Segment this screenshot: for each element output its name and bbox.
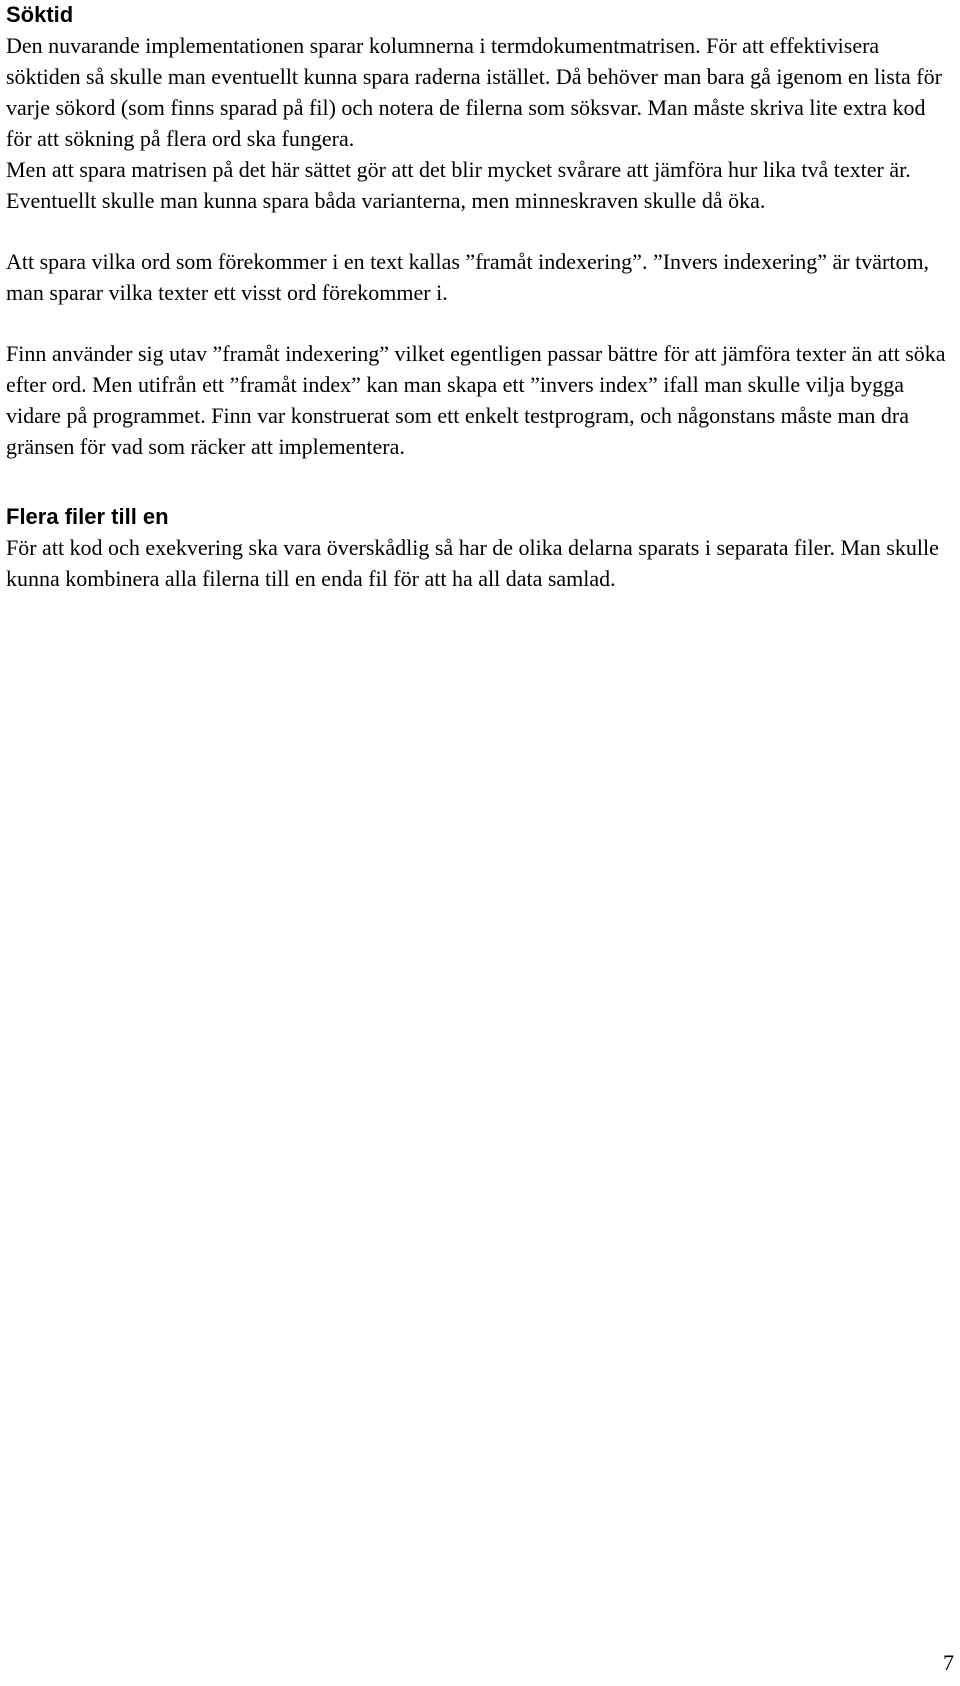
paragraph-gap bbox=[6, 308, 956, 338]
paragraph-soktid-3: Att spara vilka ord som förekommer i en text kallas ”framåt indexering”. ”Invers indexering” är tvärtom, man sparar vilka texter ett visst ord förekommer i. bbox=[6, 249, 935, 305]
page-number: 7 bbox=[943, 1650, 954, 1675]
paragraph-flera-filer-1: För att kod och exekvering ska vara överskådlig så har de olika delarna sparats i separata filer. Man skulle kunna kombinera alla filerna till en enda fil för att ha all data samlad. bbox=[6, 535, 945, 591]
section-heading-flera-filer: Flera filer till en bbox=[6, 504, 169, 529]
document-page bbox=[6, 0, 956, 594]
paragraph-soktid-1: Den nuvarande implementationen sparar kolumnerna i termdokumentmatrisen. För att effektivisera söktiden så skulle man eventuellt kunna spara raderna istället. Då behöver man bara gå igenom en lista för varje sökord (som finns sparad på fil) och notera de filerna som söksvar. Man måste skriva lite extra kod för att sökning på flera ord ska fungera. bbox=[6, 33, 948, 151]
paragraph-soktid-2: Men att spara matrisen på det här sättet gör att det blir mycket svårare att jämföra hur lika två texter är. Eventuellt skulle man kunna spara båda varianterna, men minneskraven skulle då öka. bbox=[6, 157, 917, 213]
section-heading-soktid: Söktid bbox=[6, 2, 74, 27]
paragraph-soktid-4: Finn använder sig utav ”framåt indexering” vilket egentligen passar bättre för att jämföra texter än att söka efter ord. Men utifrån ett ”framåt index” kan man skapa ett ”invers index” ifall man skulle vilja bygga vidare på programmet. Finn var konstruerat som ett enkelt testprogram, och någonstans måste man dra gränsen för vad som räcker att implementera. bbox=[6, 341, 952, 459]
section-gap bbox=[6, 462, 956, 502]
paragraph-gap bbox=[6, 216, 956, 246]
